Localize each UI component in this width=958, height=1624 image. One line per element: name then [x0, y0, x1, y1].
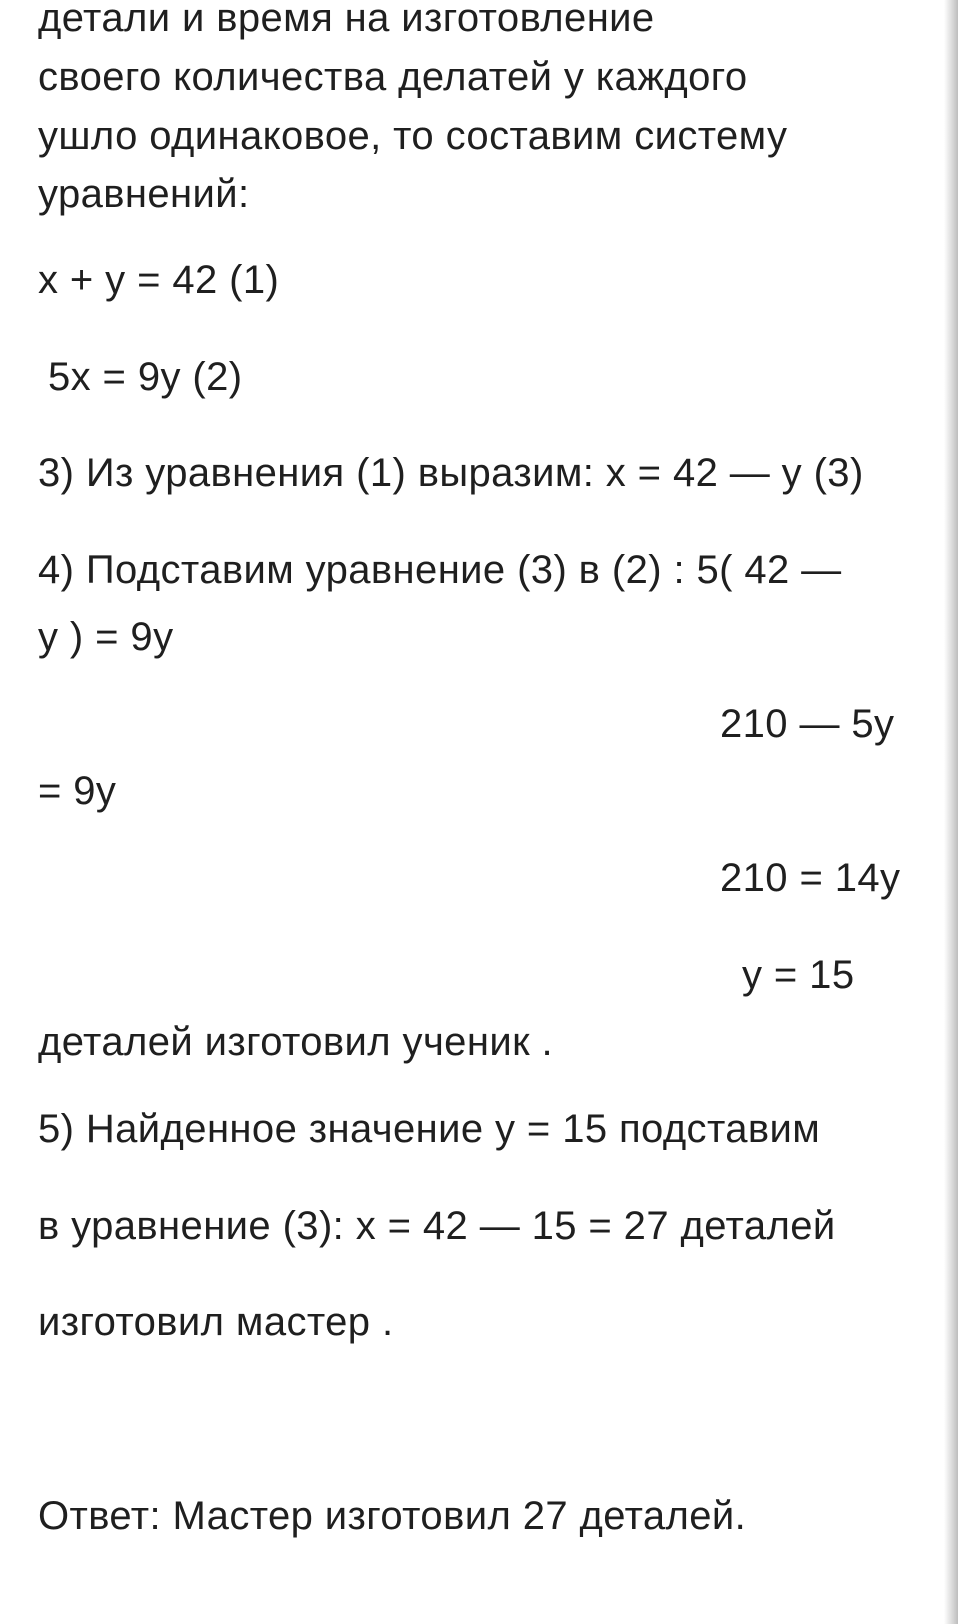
master-result: изготовил мастер . [38, 1300, 394, 1344]
text-line-3: ушло одинаковое, то составим систему [38, 114, 788, 158]
calc-line-3: y = 15 [742, 953, 855, 997]
student-result: деталей изготовил ученик . [38, 1020, 553, 1064]
equation-1: x + y = 42 (1) [38, 258, 280, 302]
step-3: 3) Из уравнения (1) выразим: x = 42 — y (3) [38, 451, 864, 495]
answer: Ответ: Мастер изготовил 27 деталей. [38, 1494, 747, 1538]
text-line-2: своего количества делатей у каждого [38, 55, 748, 99]
equation-2: 5x = 9y (2) [48, 355, 243, 399]
calc-line-1: 210 — 5y [720, 702, 895, 746]
edge-shadow [944, 0, 958, 1624]
step-5: 5) Найденное значение y = 15 подставим [38, 1107, 821, 1151]
step-4: 4) Подставим уравнение (3) в (2) : 5( 42 — [38, 548, 842, 592]
calc-line-2: 210 = 14y [720, 856, 901, 900]
text-line-4: уравнений: [38, 172, 250, 216]
step-4-continued: y ) = 9y [38, 615, 174, 659]
text-line-1: детали и время на изготовление [38, 0, 655, 40]
calc-line-1-continued: = 9y [38, 769, 117, 813]
step-5-continued: в уравнение (3): x = 42 — 15 = 27 деталей [38, 1204, 836, 1248]
